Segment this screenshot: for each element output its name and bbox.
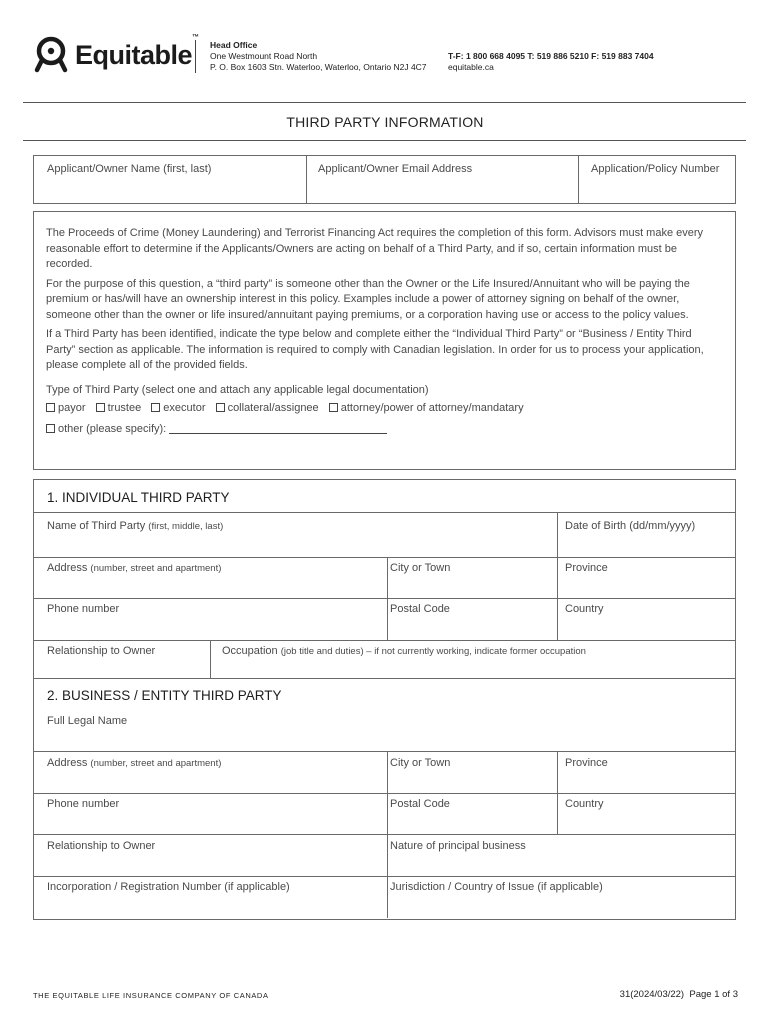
relationship-label: Relationship to Owner: [47, 645, 156, 657]
divider: [210, 640, 211, 678]
brand-name: Equitable™: [75, 33, 199, 70]
form-title: THIRD PARTY INFORMATION: [286, 114, 484, 130]
full-legal-name-field[interactable]: [47, 715, 127, 727]
postal-code-field[interactable]: [390, 603, 450, 615]
business-country-label: Country: [565, 798, 604, 810]
divider: [34, 751, 735, 752]
city-label: City or Town: [390, 562, 451, 574]
date-of-birth-label: Date of Birth (dd/mm/yyyy): [565, 520, 696, 532]
other-specify-input[interactable]: [169, 424, 387, 434]
date-of-birth-field[interactable]: [565, 520, 695, 532]
divider: [34, 640, 735, 641]
applicant-name-label: Applicant/Owner Name (first, last): [47, 163, 212, 175]
contact-info: [448, 51, 654, 73]
incorporation-number-label: Incorporation / Registration Number (if applicable): [47, 881, 290, 893]
applicant-name-field[interactable]: [47, 163, 211, 175]
individual-section-heading: 1. INDIVIDUAL THIRD PARTY: [47, 490, 230, 505]
occupation-field[interactable]: Occupation (job title and duties) – if not currently working, indicate former occupation: [222, 645, 586, 657]
website-link[interactable]: equitable.ca: [448, 62, 494, 72]
province-label: Province: [565, 562, 608, 574]
individual-third-party-section: [33, 479, 736, 679]
page-number: Page 1 of 3: [689, 989, 738, 1000]
business-province-label: Province: [565, 757, 608, 769]
address-field[interactable]: Address (number, street and apartment): [47, 562, 222, 574]
checkbox[interactable]: [46, 424, 55, 433]
province-field[interactable]: [565, 562, 608, 574]
nature-of-business-label: Nature of principal business: [390, 840, 526, 852]
business-relationship-field[interactable]: [47, 840, 155, 852]
business-province-field[interactable]: [565, 757, 608, 769]
head-office-address: [210, 40, 427, 73]
incorporation-number-field[interactable]: [47, 881, 290, 893]
business-third-party-section: [33, 679, 736, 920]
option-attorney[interactable]: attorney/power of attorney/mandatary: [329, 402, 524, 414]
notice-paragraph-3: If a Third Party has been identified, indicate the type below and complete either the “Individual Third Party” or “Business / Entity Third Party” section as applicable. The information is required to comply with Canadian legislation. In order for us to process your application, please complete all of the provided fields.: [46, 328, 704, 371]
option-other[interactable]: other (please specify):: [46, 423, 166, 435]
business-phone-field[interactable]: [47, 798, 119, 810]
business-address-field[interactable]: Address (number, street and apartment): [47, 757, 222, 769]
notice-box: [33, 211, 736, 470]
business-relationship-label: Relationship to Owner: [47, 840, 156, 852]
nature-of-business-field[interactable]: [390, 840, 526, 852]
postal-code-label: Postal Code: [390, 603, 450, 615]
header-divider: [195, 40, 196, 73]
phone-numbers: T-F: 1 800 668 4095 T: 519 886 5210 F: 519 883 7404: [448, 51, 654, 61]
business-section-heading: 2. BUSINESS / ENTITY THIRD PARTY: [47, 688, 282, 703]
option-executor[interactable]: executor: [151, 402, 205, 414]
third-party-name-field[interactable]: Name of Third Party (first, middle, last): [47, 520, 224, 532]
divider: [578, 156, 579, 203]
jurisdiction-field[interactable]: [390, 881, 603, 893]
divider: [34, 598, 735, 599]
business-country-field[interactable]: [565, 798, 604, 810]
footer-page-info: [620, 989, 738, 1000]
office-line-1: One Westmount Road North: [210, 51, 318, 61]
phone-field[interactable]: [47, 603, 119, 615]
policy-number-field[interactable]: [591, 163, 719, 175]
applicant-info-box: [33, 155, 736, 204]
notice-paragraph-1: The Proceeds of Crime (Money Laundering) and Terrorist Financing Act requires the completion of this form. Advisors must make every reasonable effort to determine if the Applicants/Owners are acting on behalf of a Third Party, and if so, certain information must be recorded.: [46, 227, 704, 270]
option-other-row: [46, 423, 723, 435]
divider: [34, 876, 735, 877]
third-party-type-prompt: Type of Third Party (select one and attach any applicable legal documentation): [46, 383, 429, 396]
divider: [306, 156, 307, 203]
checkbox[interactable]: [329, 403, 338, 412]
footer-company: THE EQUITABLE LIFE INSURANCE COMPANY OF CANADA: [33, 991, 269, 1000]
full-legal-name-label: Full Legal Name: [47, 715, 128, 727]
page-header: [0, 0, 770, 102]
checkbox[interactable]: [46, 403, 55, 412]
business-postal-code-field[interactable]: [390, 798, 450, 810]
divider: [34, 834, 735, 835]
office-line-2: P. O. Box 1603 Stn. Waterloo, Waterloo, Ontario N2J 4C7: [210, 62, 427, 72]
policy-number-label: Application/Policy Number: [591, 163, 720, 175]
jurisdiction-label: Jurisdiction / Country of Issue (if applicable): [390, 881, 603, 893]
divider: [34, 557, 735, 558]
equitable-logo-icon: [33, 36, 69, 74]
applicant-email-label: Applicant/Owner Email Address: [318, 163, 473, 175]
checkbox[interactable]: [96, 403, 105, 412]
divider: [34, 512, 735, 513]
country-field[interactable]: [565, 603, 604, 615]
checkbox[interactable]: [151, 403, 160, 412]
third-party-type-options: [46, 402, 723, 414]
option-trustee[interactable]: trustee: [96, 402, 142, 414]
business-city-label: City or Town: [390, 757, 451, 769]
applicant-email-field[interactable]: [318, 163, 472, 175]
form-code: 31(2024/03/22): [619, 989, 685, 1000]
country-label: Country: [565, 603, 604, 615]
relationship-field[interactable]: [47, 645, 155, 657]
phone-label: Phone number: [47, 603, 120, 615]
head-office-label: Head Office: [210, 40, 258, 50]
checkbox[interactable]: [216, 403, 225, 412]
notice-paragraph-2: For the purpose of this question, a “third party” is someone other than the Owner or the Life Insured/Annuitant who will be paying the premium or has/will have an ownership interest in this policy. Examples include a power of attorney signing on behalf of the owner, someone other than the owner or life insured/annuitant paying premiums, or a corporation having use or access to the policy values.: [46, 277, 690, 321]
option-payor[interactable]: payor: [46, 402, 86, 414]
business-postal-code-label: Postal Code: [390, 798, 450, 810]
title-rule: [23, 140, 746, 141]
city-field[interactable]: [390, 562, 450, 574]
business-city-field[interactable]: [390, 757, 450, 769]
divider: [557, 512, 558, 557]
option-collateral-assignee[interactable]: collateral/assignee: [216, 402, 319, 414]
header-rule: [23, 102, 746, 103]
divider: [34, 793, 735, 794]
business-phone-label: Phone number: [47, 798, 120, 810]
brand-logo: [33, 33, 199, 74]
